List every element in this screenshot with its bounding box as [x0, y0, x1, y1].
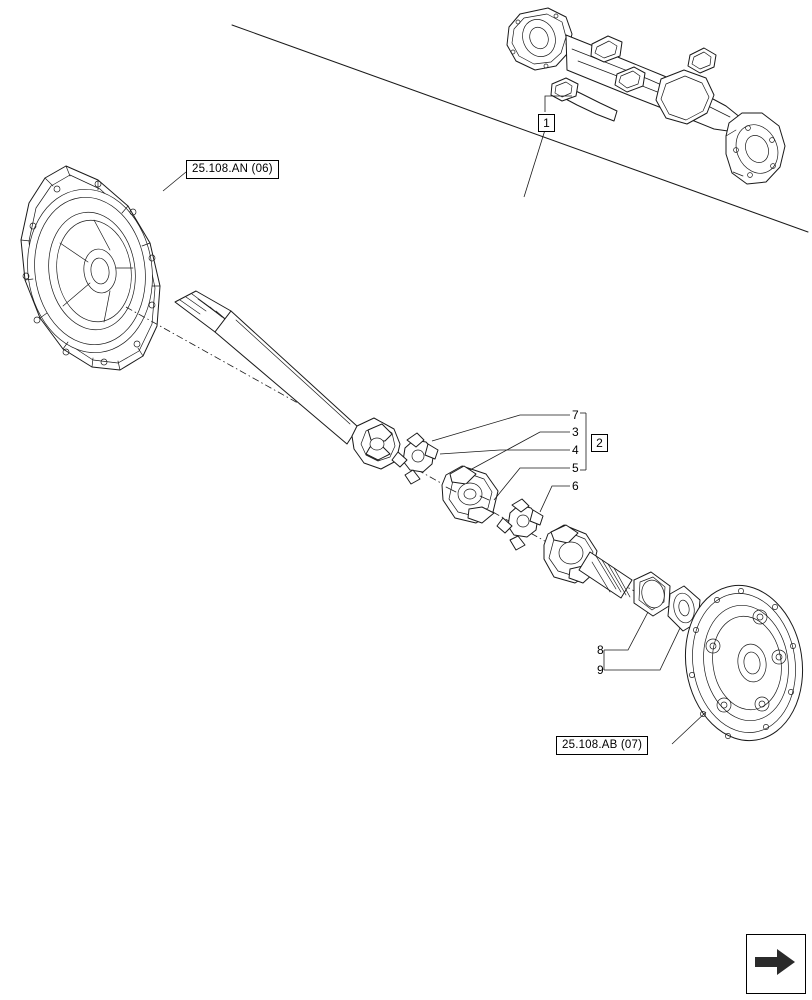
shaft-centerline [126, 307, 636, 592]
leader-3 [470, 432, 570, 470]
callout-number-6[interactable]: 6 [572, 479, 579, 493]
leader-5 [494, 468, 570, 500]
callout-number-7[interactable]: 7 [572, 408, 579, 422]
leader-ref-ab-07 [672, 712, 706, 744]
leader-7 [432, 415, 570, 441]
leader-item-1 [545, 96, 572, 112]
leader-item-1b [524, 130, 545, 197]
callout-number-9[interactable]: 9 [597, 663, 604, 677]
axle-assembly-overview [507, 8, 785, 184]
reference-box-25-108-an-06[interactable]: 25.108.AN (06) [186, 160, 279, 179]
center-double-yoke [442, 466, 498, 523]
hub-housing-left [17, 166, 163, 370]
wheel-hub-right [675, 577, 812, 749]
rotate-view-icon[interactable] [746, 934, 806, 994]
leader-6 [540, 486, 570, 512]
universal-joint-cross-2 [497, 499, 543, 550]
item-number-1[interactable]: 1 [538, 114, 555, 132]
leader-9 [604, 628, 680, 670]
callout-number-8[interactable]: 8 [597, 643, 604, 657]
callout-number-4[interactable]: 4 [572, 443, 579, 457]
callout-number-3[interactable]: 3 [572, 425, 579, 439]
callout-number-5[interactable]: 5 [572, 461, 579, 475]
leader-8 [604, 612, 648, 650]
axle-shaft [175, 291, 400, 469]
universal-joint-cross-1 [392, 433, 438, 484]
leader-4 [440, 450, 570, 454]
reference-box-25-108-ab-07[interactable]: 25.108.AB (07) [556, 736, 648, 755]
item-number-2[interactable]: 2 [591, 434, 608, 452]
outer-shaft-yoke [544, 525, 700, 631]
leader-ref-an-06 [163, 172, 186, 191]
